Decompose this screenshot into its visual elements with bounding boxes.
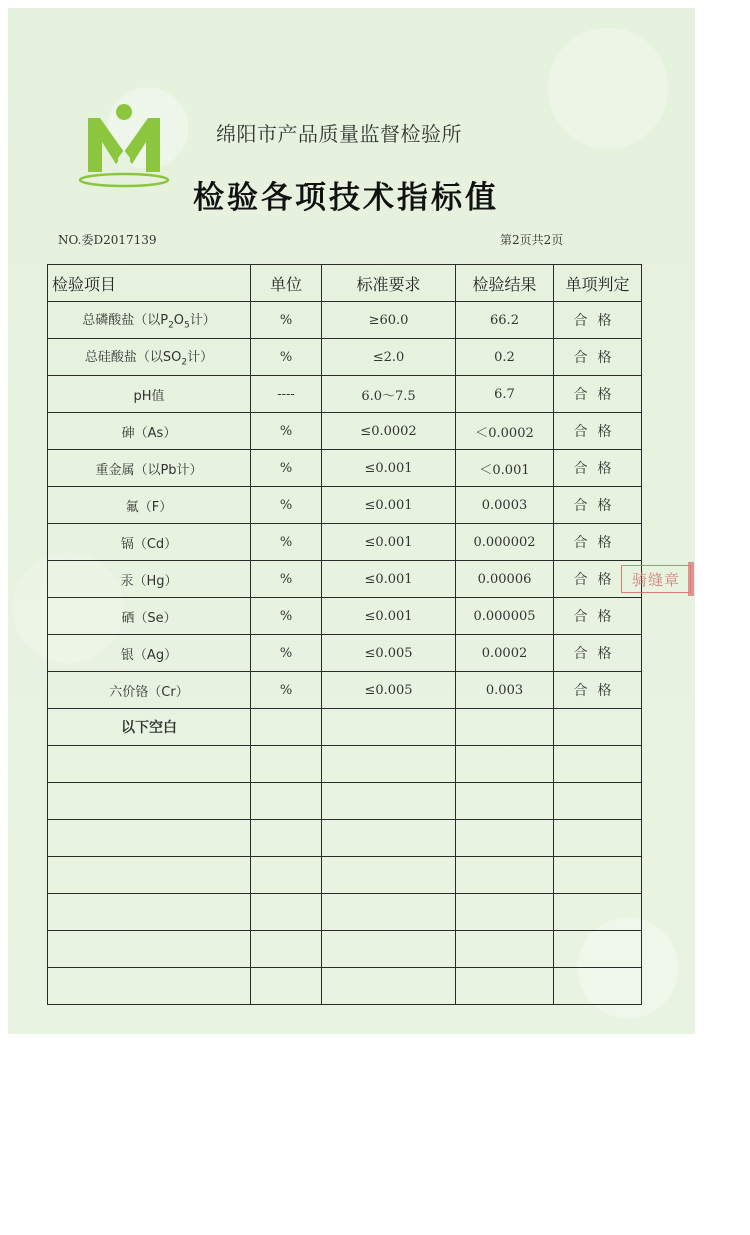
standard-cell: ≤0.005 [322, 672, 456, 709]
verdict-cell: 合格 [554, 413, 642, 450]
column-header-standard: 标准要求 [322, 265, 456, 302]
item-cell: 氟（F） [48, 487, 251, 524]
seam-seal-stamp: 骑缝章 [621, 565, 691, 593]
empty-cell [456, 968, 554, 1005]
empty-row [48, 894, 642, 931]
verdict-cell: 合格 [554, 561, 642, 598]
test-results-table [47, 264, 642, 1005]
standard-cell: 6.0～7.5 [322, 376, 456, 413]
page-indicator: 第2页共2页 [500, 233, 564, 247]
empty-cell [554, 746, 642, 783]
item-cell: 总硅酸盐（以$SO_2$计） [48, 339, 251, 376]
empty-cell [322, 783, 456, 820]
unit-cell: % [251, 598, 322, 635]
empty-cell [48, 931, 251, 968]
verdict-cell: 合格 [554, 376, 642, 413]
table-row [48, 672, 642, 709]
result-cell: 0.000005 [456, 598, 554, 635]
empty-cell [322, 746, 456, 783]
empty-cell [251, 968, 322, 1005]
unit-cell: % [251, 635, 322, 672]
empty-cell [251, 746, 322, 783]
empty-cell [48, 968, 251, 1005]
result-cell: 0.0002 [456, 635, 554, 672]
empty-cell [251, 820, 322, 857]
empty-cell [322, 894, 456, 931]
standard-cell: ≤0.005 [322, 635, 456, 672]
column-header-verdict: 单项判定 [554, 265, 642, 302]
unit-cell: % [251, 302, 322, 339]
item-cell: 六价铬（Cr） [48, 672, 251, 709]
empty-cell [456, 783, 554, 820]
empty-row [48, 968, 642, 1005]
empty-cell [251, 894, 322, 931]
column-header-unit: 单位 [251, 265, 322, 302]
empty-cell [48, 820, 251, 857]
empty-cell [456, 709, 554, 746]
empty-cell [251, 857, 322, 894]
table-row [48, 524, 642, 561]
standard-cell: ≤2.0 [322, 339, 456, 376]
table-row [48, 376, 642, 413]
table-header-row [48, 265, 642, 302]
item-cell: pH值 [48, 376, 251, 413]
empty-cell [456, 894, 554, 931]
empty-cell [554, 968, 642, 1005]
empty-row [48, 746, 642, 783]
unit-cell: ---- [251, 376, 322, 413]
empty-row [48, 820, 642, 857]
unit-cell: % [251, 339, 322, 376]
empty-cell [554, 931, 642, 968]
empty-cell [251, 709, 322, 746]
table-row [48, 598, 642, 635]
verdict-cell: 合格 [554, 672, 642, 709]
item-cell: 砷（As） [48, 413, 251, 450]
empty-cell [554, 783, 642, 820]
empty-cell [456, 857, 554, 894]
result-cell: ＜0.001 [456, 450, 554, 487]
empty-row [48, 931, 642, 968]
organization-name: 绵阳市产品质量监督检验所 [216, 122, 462, 146]
empty-row [48, 857, 642, 894]
empty-cell [456, 820, 554, 857]
standard-cell: ≤0.001 [322, 561, 456, 598]
empty-cell [251, 931, 322, 968]
verdict-cell: 合格 [554, 487, 642, 524]
standard-cell: ≤0.0002 [322, 413, 456, 450]
stamp-edge-mark [688, 562, 694, 596]
result-cell: 0.003 [456, 672, 554, 709]
unit-cell: % [251, 672, 322, 709]
verdict-cell: 合格 [554, 302, 642, 339]
result-cell: 0.00006 [456, 561, 554, 598]
empty-cell [48, 783, 251, 820]
result-cell: 0.0003 [456, 487, 554, 524]
table-row [48, 487, 642, 524]
unit-cell: % [251, 413, 322, 450]
verdict-cell: 合格 [554, 339, 642, 376]
result-cell: ＜0.0002 [456, 413, 554, 450]
item-cell: 硒（Se） [48, 598, 251, 635]
column-header-result: 检验结果 [456, 265, 554, 302]
empty-cell [322, 820, 456, 857]
standard-cell: ≤0.001 [322, 450, 456, 487]
empty-cell [554, 894, 642, 931]
table-row [48, 450, 642, 487]
empty-row [48, 783, 642, 820]
standard-cell: ≤0.001 [322, 598, 456, 635]
empty-cell [456, 746, 554, 783]
table-row [48, 561, 642, 598]
item-cell: 总磷酸盐（以$P_2O_5$计） [48, 302, 251, 339]
empty-cell [322, 968, 456, 1005]
result-cell: 66.2 [456, 302, 554, 339]
empty-cell [554, 709, 642, 746]
verdict-cell: 合格 [554, 598, 642, 635]
item-cell: 镉（Cd） [48, 524, 251, 561]
table-row-blank-note [48, 709, 642, 746]
report-number: NO.委D2017139 [58, 233, 157, 247]
empty-cell [48, 746, 251, 783]
empty-cell [456, 931, 554, 968]
verdict-cell: 合格 [554, 524, 642, 561]
empty-cell [322, 709, 456, 746]
table-row [48, 339, 642, 376]
document-title: 检验各项技术指标值 [193, 180, 499, 216]
empty-cell [48, 894, 251, 931]
blank-note: 以下空白 [48, 709, 251, 746]
column-header-item: 检验项目 [48, 265, 251, 302]
result-cell: 0.2 [456, 339, 554, 376]
standard-cell: ≤0.001 [322, 524, 456, 561]
unit-cell: % [251, 450, 322, 487]
standard-cell: ≥60.0 [322, 302, 456, 339]
item-cell: 汞（Hg） [48, 561, 251, 598]
table-row [48, 635, 642, 672]
empty-cell [554, 857, 642, 894]
table-row [48, 413, 642, 450]
verdict-cell: 合格 [554, 450, 642, 487]
unit-cell: % [251, 487, 322, 524]
institute-logo [78, 98, 170, 190]
item-cell: 银（Ag） [48, 635, 251, 672]
item-cell: 重金属（以Pb计） [48, 450, 251, 487]
empty-cell [322, 931, 456, 968]
empty-cell [251, 783, 322, 820]
unit-cell: % [251, 524, 322, 561]
result-cell: 6.7 [456, 376, 554, 413]
empty-cell [48, 857, 251, 894]
verdict-cell: 合格 [554, 635, 642, 672]
result-cell: 0.000002 [456, 524, 554, 561]
empty-cell [554, 820, 642, 857]
unit-cell: % [251, 561, 322, 598]
table-row [48, 302, 642, 339]
empty-cell [322, 857, 456, 894]
standard-cell: ≤0.001 [322, 487, 456, 524]
